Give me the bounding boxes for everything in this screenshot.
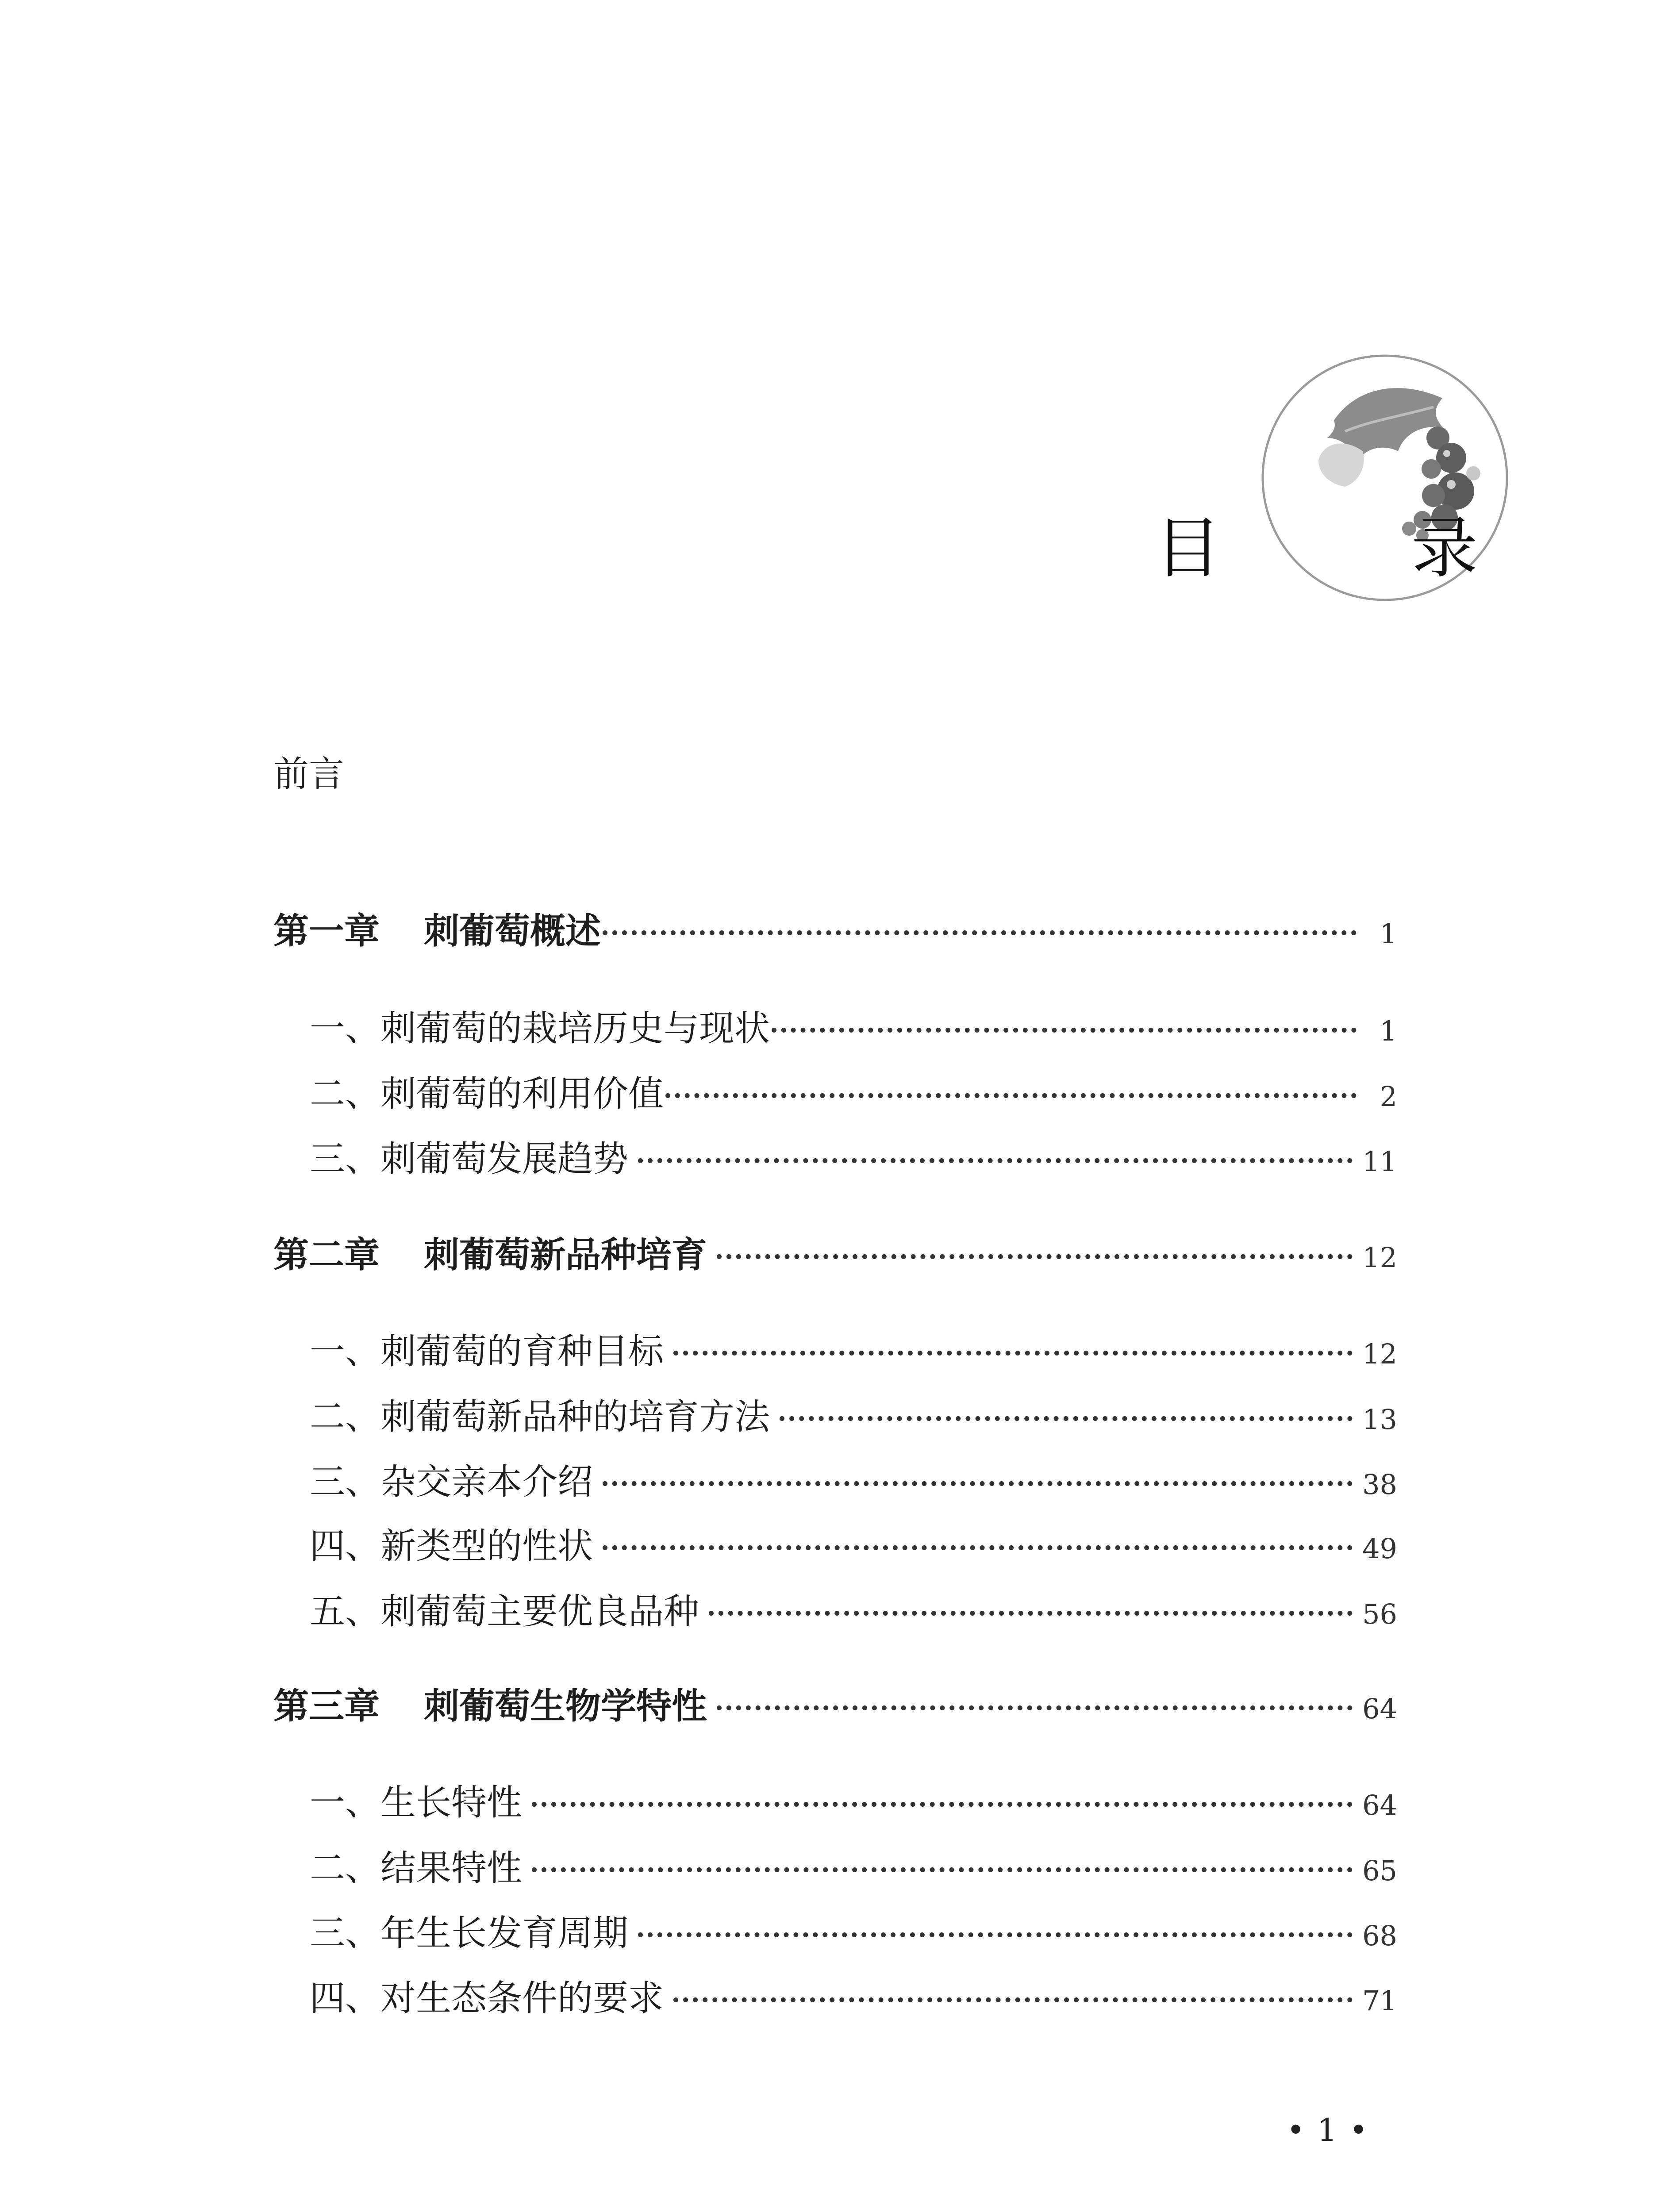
toc-section-1-1[interactable] — [310, 1004, 1397, 1053]
toc-entry-title: 刺葡萄主要优良品种 — [380, 1591, 699, 1632]
toc-section-2-2[interactable] — [310, 1393, 1397, 1441]
toc-page-number: 64 — [1362, 1693, 1397, 1725]
toc-section-1-3[interactable] — [310, 1135, 1397, 1183]
toc-entry-title: 刺葡萄发展趋势 — [380, 1138, 628, 1179]
toc-entry-number: 四、 — [310, 1978, 380, 2019]
toc-entry-title: 刺葡萄新品种的培育方法 — [380, 1396, 770, 1437]
toc-section-3-1[interactable] — [310, 1778, 1397, 1827]
toc-page-number: 2 — [1380, 1080, 1397, 1113]
toc-entry-number: 三、 — [310, 1138, 380, 1179]
toc-entry-title: 对生态条件的要求 — [380, 1978, 664, 2019]
toc-section-3-4[interactable] — [310, 1974, 1397, 2023]
toc-section-2-4[interactable] — [310, 1522, 1397, 1571]
dot-leader — [603, 1545, 1353, 1550]
toc-page-number: 64 — [1362, 1789, 1397, 1821]
toc-page-number: 71 — [1362, 1985, 1397, 2017]
dot-leader — [772, 1028, 1357, 1033]
toc-entry-title: 刺葡萄的育种目标 — [380, 1331, 664, 1372]
dot-leader — [638, 1932, 1353, 1937]
toc-entry-number: 一、 — [310, 1008, 380, 1049]
toc-section-3-3[interactable] — [310, 1909, 1397, 1958]
toc-entry-number: 三、 — [310, 1461, 380, 1502]
toc-page-number: 12 — [1362, 1338, 1397, 1370]
toc-entry-title: 刺葡萄概述 — [424, 910, 601, 952]
toc-page-number: 1 — [1380, 1015, 1397, 1047]
dot-leader — [532, 1802, 1353, 1807]
dot-leader — [673, 1351, 1353, 1356]
toc-chapter-3[interactable] — [273, 1682, 1397, 1731]
dot-leader — [603, 930, 1357, 935]
dot-leader — [709, 1611, 1353, 1616]
dot-leader — [638, 1158, 1353, 1163]
dot-leader — [717, 1254, 1353, 1259]
toc-entry-title: 刺葡萄的栽培历史与现状 — [380, 1008, 770, 1049]
folio-bullet-left: • — [1287, 2112, 1305, 2148]
toc-entry-number: 一、 — [310, 1782, 380, 1823]
toc-section-2-1[interactable] — [310, 1327, 1397, 1376]
toc-chapter-2[interactable] — [273, 1231, 1397, 1279]
toc-entry-number: 第三章 — [273, 1686, 380, 1727]
toc-page-number: 65 — [1362, 1855, 1397, 1887]
dot-leader — [717, 1705, 1353, 1710]
toc-page-number: 13 — [1362, 1403, 1397, 1436]
toc-section-3-2[interactable] — [310, 1844, 1397, 1893]
toc-entry-title: 刺葡萄生物学特性 — [424, 1686, 707, 1727]
dot-leader — [780, 1416, 1353, 1421]
toc-entry-number: 二、 — [310, 1847, 380, 1889]
toc-entry-title: 生长特性 — [380, 1782, 522, 1823]
preface-entry[interactable]: 前言 — [273, 753, 344, 795]
dot-leader — [603, 1481, 1353, 1486]
toc-entry-number: 第一章 — [273, 910, 380, 952]
toc-entry-title: 新类型的性状 — [380, 1525, 593, 1567]
page-title: 目 录 — [1155, 510, 1540, 587]
toc-page-number: 12 — [1362, 1241, 1397, 1274]
toc-section-2-5[interactable] — [310, 1587, 1397, 1636]
toc-entry-title: 结果特性 — [380, 1847, 522, 1889]
toc-entry-title: 刺葡萄新品种培育 — [424, 1234, 707, 1275]
toc-entry-title: 杂交亲本介绍 — [380, 1461, 593, 1502]
dot-leader — [665, 1093, 1357, 1098]
page-folio — [1274, 2110, 1380, 2150]
toc-page-number: 56 — [1362, 1598, 1397, 1630]
toc-entry-number: 二、 — [310, 1396, 380, 1437]
toc-entry-number: 三、 — [310, 1912, 380, 1954]
toc-page-number: 38 — [1362, 1468, 1397, 1501]
toc-chapter-1[interactable] — [273, 907, 1397, 956]
dot-leader — [673, 1997, 1353, 2002]
toc-section-2-3[interactable] — [310, 1458, 1397, 1506]
toc-entry-title: 刺葡萄的利用价值 — [380, 1073, 664, 1114]
toc-section-1-2[interactable] — [310, 1070, 1397, 1118]
folio-bullet-right: • — [1349, 2112, 1368, 2148]
dot-leader — [532, 1867, 1353, 1872]
toc-entry-number: 第二章 — [273, 1234, 380, 1275]
toc-page-number: 11 — [1362, 1145, 1397, 1178]
toc-page-number: 68 — [1362, 1920, 1397, 1952]
toc-page-number: 49 — [1362, 1532, 1397, 1565]
toc-entry-title: 年生长发育周期 — [380, 1912, 628, 1954]
toc-entry-number: 四、 — [310, 1525, 380, 1567]
toc-entry-number: 一、 — [310, 1331, 380, 1372]
toc-page-number: 1 — [1380, 918, 1397, 950]
toc-entry-number: 五、 — [310, 1591, 380, 1632]
toc-entry-number: 二、 — [310, 1073, 380, 1114]
folio-number: 1 — [1317, 2112, 1337, 2148]
